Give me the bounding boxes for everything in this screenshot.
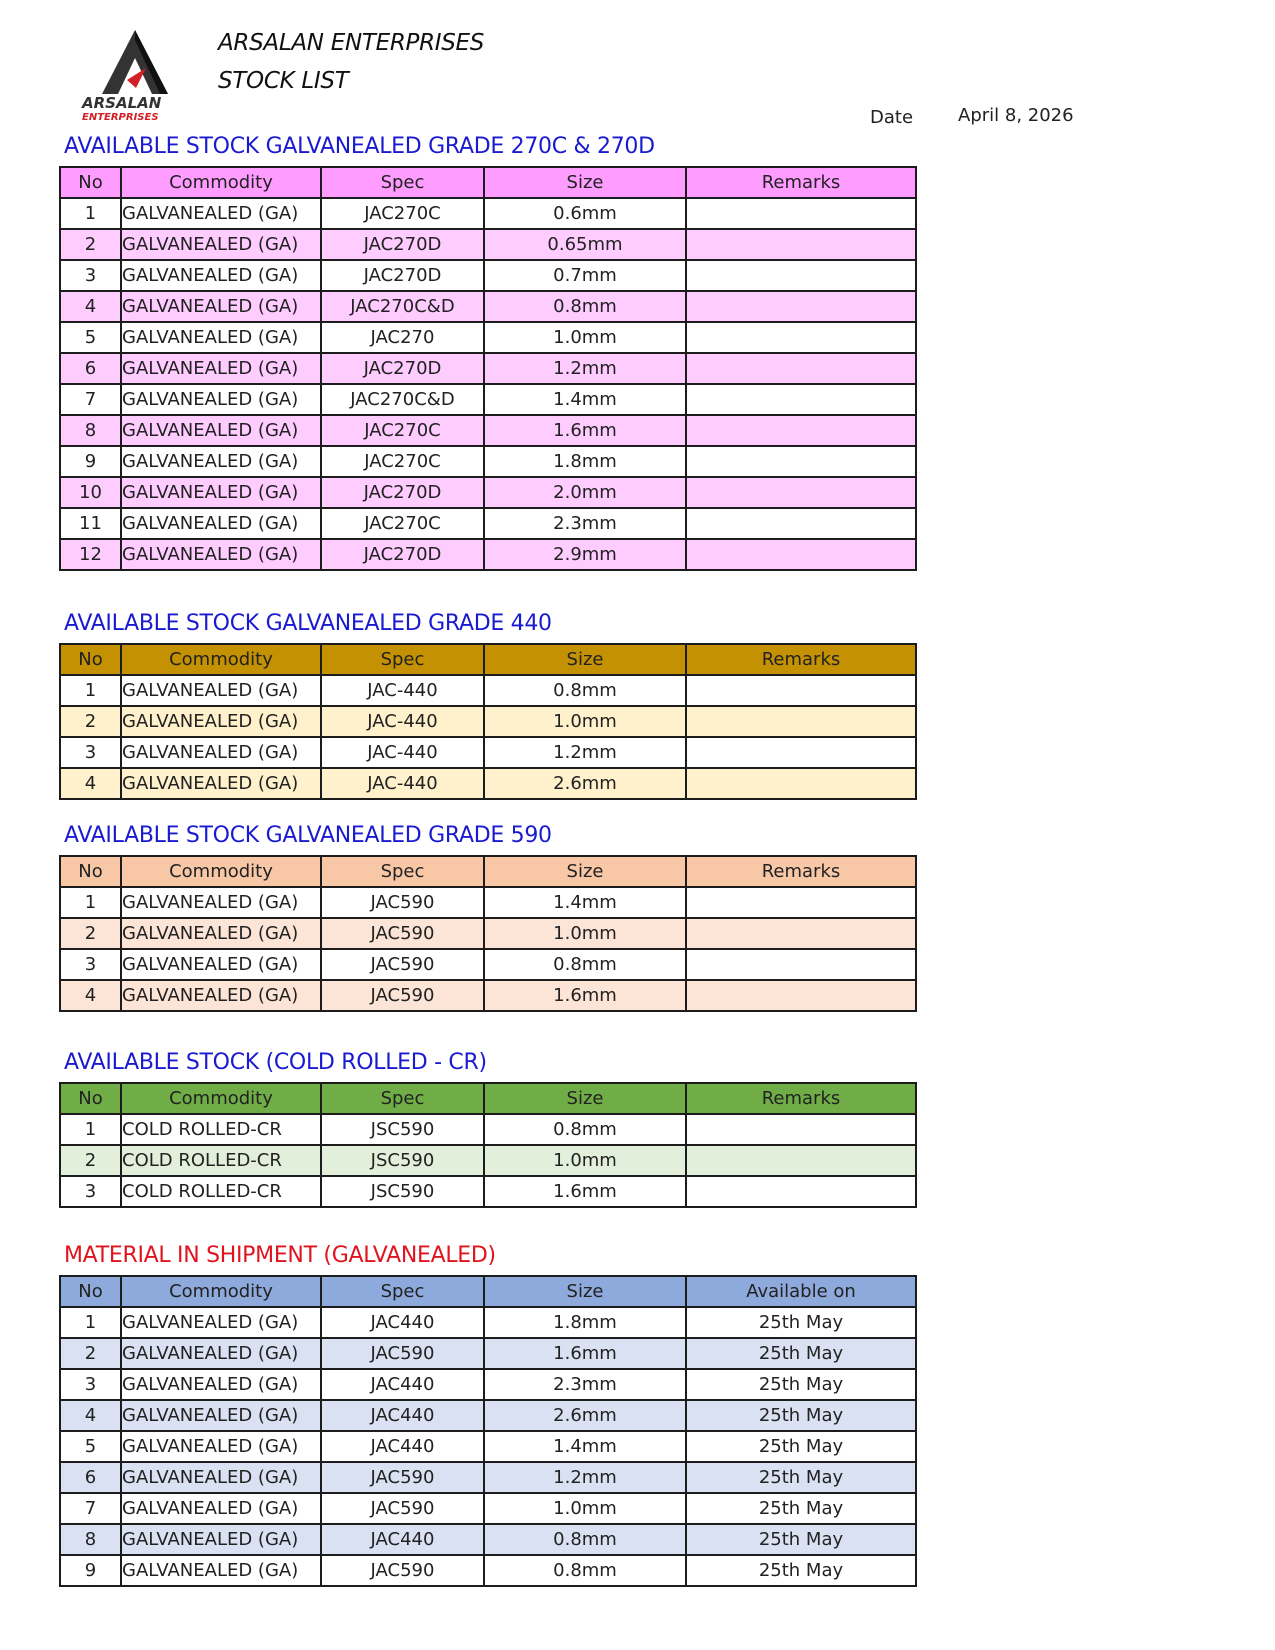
table-header-row [60,856,916,887]
cell-spec: JAC440 [321,1400,484,1431]
table-row [60,539,916,570]
column-header-spec: Spec [321,856,484,887]
cell-size: 1.2mm [484,353,686,384]
cell-no: 4 [60,291,121,322]
cell-remarks [686,477,916,508]
table-row [60,918,916,949]
cell-no: 8 [60,1524,121,1555]
column-header-spec: Spec [321,1083,484,1114]
cell-no: 2 [60,706,121,737]
table-header-row [60,167,916,198]
cell-spec: JAC-440 [321,675,484,706]
cell-remarks: 25th May [686,1338,916,1369]
table-row [60,446,916,477]
cell-no: 1 [60,887,121,918]
table-header-row [60,1083,916,1114]
cell-size: 1.6mm [484,1176,686,1207]
cell-commodity: GALVANEALED (GA) [121,1338,321,1369]
cell-spec: JAC590 [321,1555,484,1586]
table-row [60,737,916,768]
cell-commodity: GALVANEALED (GA) [121,415,321,446]
cell-size: 0.8mm [484,1555,686,1586]
table-row [60,675,916,706]
cell-commodity: GALVANEALED (GA) [121,887,321,918]
cell-commodity: GALVANEALED (GA) [121,384,321,415]
cell-remarks [686,260,916,291]
cell-no: 10 [60,477,121,508]
cell-commodity: GALVANEALED (GA) [121,1493,321,1524]
cell-spec: JAC270C&D [321,384,484,415]
cell-size: 1.4mm [484,1431,686,1462]
company-title: ARSALAN ENTERPRISES [218,30,485,56]
cell-size: 0.7mm [484,260,686,291]
column-header-no: No [60,1276,121,1307]
shipment-table [59,1275,917,1587]
cell-no: 1 [60,1114,121,1145]
table-row [60,322,916,353]
cell-no: 2 [60,229,121,260]
cell-size: 1.0mm [484,322,686,353]
date-value: April 8, 2026 [958,105,1074,126]
company-logo [80,28,190,123]
cell-size: 0.65mm [484,229,686,260]
cell-no: 2 [60,1338,121,1369]
column-header-size: Size [484,1276,686,1307]
document-subtitle: STOCK LIST [218,68,349,94]
date-label: Date [870,107,914,128]
cell-commodity: GALVANEALED (GA) [121,980,321,1011]
column-header-no: No [60,167,121,198]
cell-remarks [686,415,916,446]
cell-spec: JAC270D [321,539,484,570]
column-header-size: Size [484,856,686,887]
cell-remarks: 25th May [686,1524,916,1555]
cell-remarks [686,353,916,384]
cell-remarks [686,198,916,229]
cell-spec: JAC270C [321,446,484,477]
cell-size: 0.8mm [484,291,686,322]
section-title-cold-rolled: AVAILABLE STOCK (COLD ROLLED - CR) [64,1050,487,1075]
table-row [60,1145,916,1176]
cell-spec: JAC590 [321,918,484,949]
stock-table-grade-270 [59,166,917,571]
cell-no: 6 [60,1462,121,1493]
table-row [60,1524,916,1555]
cell-no: 4 [60,980,121,1011]
cell-spec: JAC270D [321,477,484,508]
cell-spec: JAC590 [321,980,484,1011]
cell-remarks [686,322,916,353]
cell-remarks: 25th May [686,1555,916,1586]
table-row [60,198,916,229]
cell-spec: JAC270 [321,322,484,353]
cell-no: 9 [60,1555,121,1586]
cell-commodity: GALVANEALED (GA) [121,1307,321,1338]
cell-commodity: GALVANEALED (GA) [121,198,321,229]
section-title-grade-590: AVAILABLE STOCK GALVANEALED GRADE 590 [64,823,552,848]
table-row [60,384,916,415]
cell-no: 6 [60,353,121,384]
cell-commodity: GALVANEALED (GA) [121,353,321,384]
cell-no: 5 [60,1431,121,1462]
cell-spec: JAC440 [321,1369,484,1400]
cell-size: 0.8mm [484,675,686,706]
cell-size: 2.9mm [484,539,686,570]
cell-remarks: 25th May [686,1462,916,1493]
cell-commodity: COLD ROLLED-CR [121,1114,321,1145]
table-row [60,949,916,980]
section-title-shipment: MATERIAL IN SHIPMENT (GALVANEALED) [64,1243,496,1268]
column-header-remarks: Remarks [686,1083,916,1114]
stock-table-grade-590 [59,855,917,1012]
cell-no: 8 [60,415,121,446]
cell-remarks [686,1114,916,1145]
column-header-commodity: Commodity [121,1083,321,1114]
column-header-no: No [60,1083,121,1114]
section-title-grade-440: AVAILABLE STOCK GALVANEALED GRADE 440 [64,611,552,636]
table-row [60,1555,916,1586]
column-header-size: Size [484,1083,686,1114]
cell-no: 2 [60,918,121,949]
cell-size: 0.8mm [484,949,686,980]
column-header-spec: Spec [321,167,484,198]
table-row [60,477,916,508]
cell-remarks [686,980,916,1011]
cell-no: 1 [60,1307,121,1338]
table-row [60,980,916,1011]
cell-size: 0.6mm [484,198,686,229]
table-row [60,291,916,322]
cell-no: 9 [60,446,121,477]
column-header-size: Size [484,167,686,198]
column-header-commodity: Commodity [121,1276,321,1307]
cell-remarks: 25th May [686,1493,916,1524]
cell-remarks [686,706,916,737]
cell-spec: JSC590 [321,1114,484,1145]
cell-size: 1.6mm [484,415,686,446]
cell-commodity: GALVANEALED (GA) [121,229,321,260]
cell-size: 1.0mm [484,706,686,737]
cell-no: 3 [60,1369,121,1400]
column-header-no: No [60,644,121,675]
table-header-row [60,1276,916,1307]
table-row [60,1338,916,1369]
cell-remarks [686,508,916,539]
cell-spec: JAC590 [321,1462,484,1493]
cell-remarks [686,918,916,949]
column-header-spec: Spec [321,1276,484,1307]
cell-size: 2.6mm [484,768,686,799]
table-row [60,229,916,260]
cell-size: 2.0mm [484,477,686,508]
table-row [60,353,916,384]
cell-spec: JAC270C [321,415,484,446]
cell-remarks [686,384,916,415]
cell-size: 1.8mm [484,446,686,477]
cell-remarks: 25th May [686,1431,916,1462]
table-row [60,1307,916,1338]
cell-no: 3 [60,260,121,291]
column-header-spec: Spec [321,644,484,675]
cell-size: 1.2mm [484,1462,686,1493]
cell-remarks: 25th May [686,1369,916,1400]
cell-spec: JSC590 [321,1176,484,1207]
table-row [60,508,916,539]
cell-commodity: GALVANEALED (GA) [121,477,321,508]
column-header-no: No [60,856,121,887]
cell-commodity: GALVANEALED (GA) [121,508,321,539]
cell-remarks [686,539,916,570]
cell-remarks [686,446,916,477]
cell-remarks [686,949,916,980]
cell-spec: JAC440 [321,1524,484,1555]
cell-size: 2.3mm [484,1369,686,1400]
cell-size: 1.2mm [484,737,686,768]
cell-no: 4 [60,1400,121,1431]
table-row [60,1369,916,1400]
cell-remarks [686,229,916,260]
table-row [60,1431,916,1462]
cell-size: 0.8mm [484,1524,686,1555]
cell-commodity: GALVANEALED (GA) [121,291,321,322]
table-row [60,1493,916,1524]
cell-commodity: GALVANEALED (GA) [121,949,321,980]
cell-commodity: GALVANEALED (GA) [121,737,321,768]
cell-spec: JSC590 [321,1145,484,1176]
cell-commodity: GALVANEALED (GA) [121,1369,321,1400]
table-row [60,706,916,737]
cell-no: 3 [60,949,121,980]
arsalan-logo-icon [80,28,190,123]
table-row [60,415,916,446]
cell-size: 1.4mm [484,384,686,415]
cell-remarks [686,887,916,918]
cell-spec: JAC-440 [321,768,484,799]
table-header-row [60,644,916,675]
cell-no: 3 [60,737,121,768]
cell-remarks [686,291,916,322]
cell-spec: JAC590 [321,1338,484,1369]
cell-no: 3 [60,1176,121,1207]
column-header-commodity: Commodity [121,167,321,198]
cell-remarks [686,768,916,799]
cell-remarks: 25th May [686,1307,916,1338]
table-row [60,887,916,918]
cell-commodity: COLD ROLLED-CR [121,1145,321,1176]
cell-spec: JAC590 [321,887,484,918]
cell-no: 2 [60,1145,121,1176]
column-header-commodity: Commodity [121,856,321,887]
table-row [60,1176,916,1207]
cell-commodity: GALVANEALED (GA) [121,1524,321,1555]
cell-size: 1.0mm [484,1145,686,1176]
cell-commodity: GALVANEALED (GA) [121,1462,321,1493]
cell-size: 0.8mm [484,1114,686,1145]
cell-no: 12 [60,539,121,570]
column-header-commodity: Commodity [121,644,321,675]
cell-spec: JAC440 [321,1307,484,1338]
cell-spec: JAC-440 [321,706,484,737]
cell-commodity: GALVANEALED (GA) [121,1400,321,1431]
cell-size: 1.4mm [484,887,686,918]
svg-text:ARSALAN: ARSALAN [82,94,162,112]
table-row [60,1400,916,1431]
cell-no: 7 [60,1493,121,1524]
cell-spec: JAC-440 [321,737,484,768]
cell-no: 4 [60,768,121,799]
cell-size: 1.0mm [484,1493,686,1524]
cell-spec: JAC270D [321,353,484,384]
cell-remarks [686,737,916,768]
column-header-remarks: Remarks [686,167,916,198]
stock-table-cold-rolled [59,1082,917,1208]
cell-no: 7 [60,384,121,415]
cell-commodity: GALVANEALED (GA) [121,539,321,570]
svg-text:ENTERPRISES: ENTERPRISES [82,112,159,123]
cell-commodity: GALVANEALED (GA) [121,260,321,291]
cell-remarks: 25th May [686,1400,916,1431]
cell-size: 1.6mm [484,1338,686,1369]
section-title-grade-270: AVAILABLE STOCK GALVANEALED GRADE 270C & 270D [64,134,655,159]
cell-spec: JAC270D [321,260,484,291]
cell-size: 1.6mm [484,980,686,1011]
cell-no: 5 [60,322,121,353]
cell-spec: JAC270C [321,508,484,539]
cell-commodity: GALVANEALED (GA) [121,1431,321,1462]
cell-spec: JAC440 [321,1431,484,1462]
cell-size: 1.8mm [484,1307,686,1338]
column-header-remarks: Remarks [686,856,916,887]
table-row [60,260,916,291]
column-header-remarks: Available on [686,1276,916,1307]
cell-spec: JAC270D [321,229,484,260]
cell-remarks [686,1176,916,1207]
cell-spec: JAC590 [321,1493,484,1524]
cell-remarks [686,675,916,706]
cell-commodity: GALVANEALED (GA) [121,768,321,799]
cell-no: 1 [60,675,121,706]
column-header-size: Size [484,644,686,675]
table-row [60,1462,916,1493]
cell-spec: JAC270C [321,198,484,229]
cell-commodity: GALVANEALED (GA) [121,322,321,353]
cell-spec: JAC590 [321,949,484,980]
table-row [60,768,916,799]
cell-size: 2.6mm [484,1400,686,1431]
cell-commodity: GALVANEALED (GA) [121,706,321,737]
stock-table-grade-440 [59,643,917,800]
cell-spec: JAC270C&D [321,291,484,322]
cell-size: 2.3mm [484,508,686,539]
cell-commodity: GALVANEALED (GA) [121,675,321,706]
cell-remarks [686,1145,916,1176]
cell-no: 1 [60,198,121,229]
cell-size: 1.0mm [484,918,686,949]
cell-commodity: GALVANEALED (GA) [121,446,321,477]
cell-commodity: GALVANEALED (GA) [121,1555,321,1586]
cell-no: 11 [60,508,121,539]
table-row [60,1114,916,1145]
column-header-remarks: Remarks [686,644,916,675]
cell-commodity: COLD ROLLED-CR [121,1176,321,1207]
cell-commodity: GALVANEALED (GA) [121,918,321,949]
